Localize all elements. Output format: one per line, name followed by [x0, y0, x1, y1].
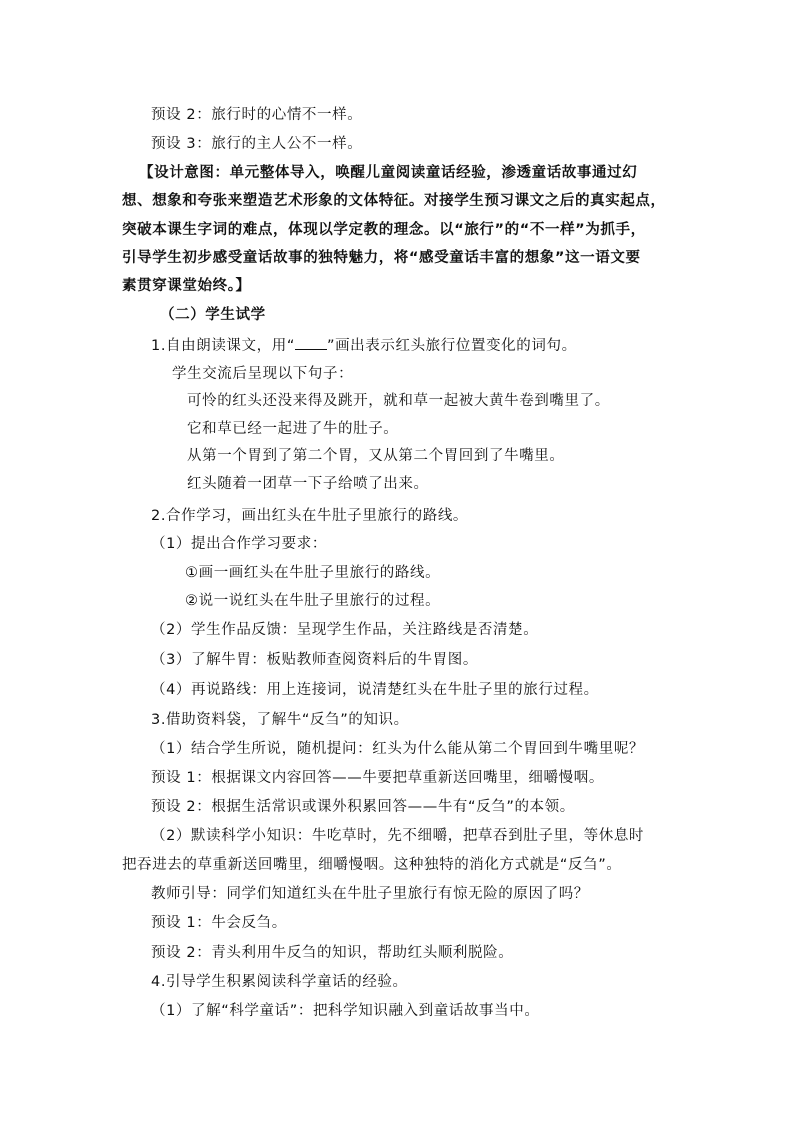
text-line: 红头随着一团草一下子给喷了出来。 — [187, 476, 429, 492]
text-line: 把吞进去的草重新送回嘴里，细嚼慢咽。这种独特的消化方式就是“反刍”。 — [122, 857, 622, 873]
text-line: （1）结合学生所说，随机提问：红头为什么能从第二个胃回到牛嘴里呢？ — [151, 741, 645, 757]
text-line: 预设 1：根据课文内容回答——牛要把草重新送回嘴里，细嚼慢咽。 — [151, 770, 604, 786]
text-line: 预设 3：旅行的主人公不一样。 — [151, 136, 363, 152]
underline-blank — [295, 335, 327, 350]
text-line: （2）学生作品反馈：呈现学生作品，关注路线是否清楚。 — [151, 622, 539, 638]
section-heading: （二）学生试学 — [160, 307, 266, 323]
text-line: 预设 2：根据生活常识或课外积累回答——牛有“反刍”的本领。 — [151, 799, 575, 815]
text-line: （2）默读科学小知识：牛吃草时，先不细嚼，把草吞到肚子里，等休息时 — [151, 828, 645, 844]
text-line: 4.引导学生积累阅读科学童话的经验。 — [151, 974, 408, 990]
text-line: 教师引导：同学们知道红头在牛肚子里旅行有惊无险的原因了吗？ — [151, 886, 589, 902]
text-line: ①画一画红头在牛肚子里旅行的路线。 — [185, 565, 441, 581]
text-line: 学生交流后呈现以下句子： — [172, 366, 354, 382]
text-line: 它和草已经一起进了牛的肚子。 — [187, 421, 399, 437]
text-line: 【设计意图：单元整体导入，唤醒儿童阅读童话经验，渗透童话故事通过幻 — [139, 165, 638, 181]
text-line: （1）提出合作学习要求： — [151, 536, 327, 552]
text-line: 预设 2：旅行时的心情不一样。 — [151, 107, 363, 123]
text-line: （1）了解“科学童话”：把科学知识融入到童话故事当中。 — [151, 1003, 540, 1019]
text-line: ②说一说红头在牛肚子里旅行的过程。 — [185, 593, 441, 609]
text-line: 可怜的红头还没来得及跳开，就和草一起被大黄牛卷到嘴里了。 — [187, 393, 610, 409]
text-line: 2.合作学习，画出红头在牛肚子里旅行的路线。 — [151, 508, 469, 524]
text-line: 预设 2：青头利用牛反刍的知识，帮助红头顺利脱险。 — [151, 945, 514, 961]
text-line: 突破本课生字词的难点，体现以学定教的理念。以“旅行”的“不一样”为抓手， — [122, 222, 646, 238]
text-segment: ”画出表示红头旅行位置变化的词句。 — [326, 338, 577, 354]
text-line: 引导学生初步感受童话故事的独特魅力，将“感受童话丰富的想象”这一语文要 — [122, 250, 641, 266]
text-line: 从第一个胃到了第二个胃，又从第二个胃回到了牛嘴里。 — [187, 448, 565, 464]
text-segment: 1.自由朗读课文，用“ — [151, 338, 295, 354]
text-line: 想、想象和夸张来塑造艺术形象的文体特征。对接学生预习课文之后的真实起点， — [122, 193, 666, 209]
text-line: 3.借助资料袋，了解牛“反刍”的知识。 — [151, 712, 409, 728]
text-line — [151, 335, 577, 356]
text-line: （3）了解牛胃：板贴教师查阅资料后的牛胃图。 — [151, 652, 478, 668]
text-line: （4）再说路线：用上连接词，说清楚红头在牛肚子里的旅行过程。 — [151, 682, 599, 698]
text-line: 素贯穿课堂始终。】 — [122, 278, 251, 294]
text-line: 预设 1：牛会反刍。 — [151, 915, 287, 931]
